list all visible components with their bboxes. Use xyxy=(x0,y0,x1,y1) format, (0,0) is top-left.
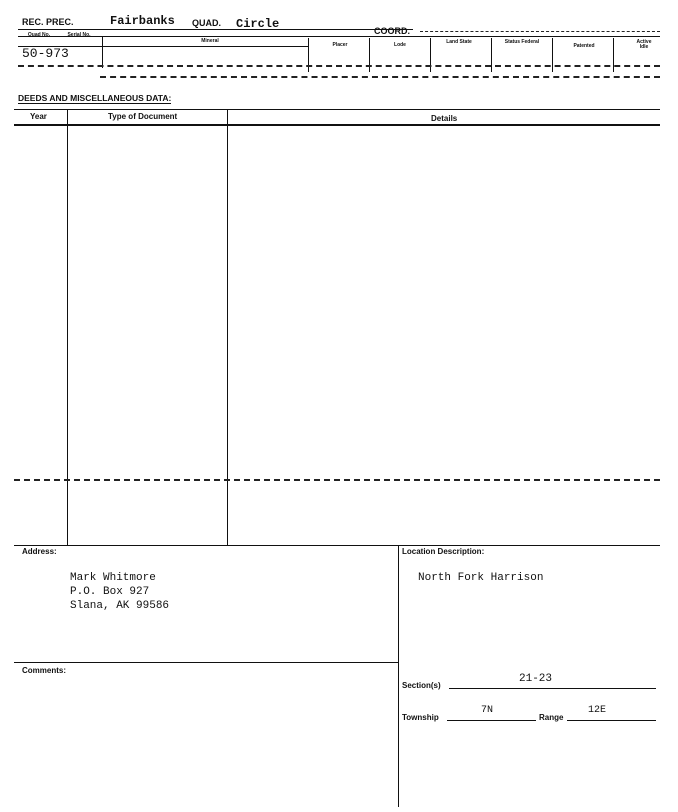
address-top-rule xyxy=(14,545,660,546)
col-quad-no: Quad No. xyxy=(27,32,51,38)
record-dashed-rule-2 xyxy=(100,76,660,78)
rec-prec-value: Fairbanks xyxy=(110,14,175,28)
address-line-2: P.O. Box 927 xyxy=(70,586,150,598)
township-value: 7N xyxy=(481,705,494,716)
section-label: Section(s) xyxy=(402,681,441,690)
col-patented: Patented xyxy=(573,43,595,49)
col-sep-1 xyxy=(102,36,103,68)
record-dashed-rule-1 xyxy=(18,65,660,67)
col-lode: Lode xyxy=(394,42,406,48)
range-underline xyxy=(567,720,656,721)
coord-label: COORD. xyxy=(374,26,410,36)
deeds-top-rule xyxy=(14,109,660,110)
township-label: Township xyxy=(402,713,439,722)
address-line-1: Mark Whitmore xyxy=(70,572,156,584)
location-label: Location Description: xyxy=(402,547,485,556)
range-value: 12E xyxy=(588,705,607,716)
quad-label: QUAD. xyxy=(192,18,221,28)
comments-top-rule xyxy=(14,662,398,663)
deeds-dashed-rule xyxy=(14,479,660,481)
quad-serial-value: 50-973 xyxy=(22,46,69,61)
quad-value: Circle xyxy=(236,17,280,31)
comments-label: Comments: xyxy=(22,666,67,675)
rec-prec-label: REC. PREC. xyxy=(22,17,74,27)
township-underline xyxy=(447,720,536,721)
deeds-header-rule xyxy=(14,124,660,126)
col-status-federal: Status Federal xyxy=(504,39,540,45)
col-land-state: Land State xyxy=(446,39,472,45)
col-serial-no: Serial No. xyxy=(67,32,91,38)
range-label: Range xyxy=(539,713,564,722)
deeds-col-details: Details xyxy=(431,114,458,123)
location-value: North Fork Harrison xyxy=(418,572,544,584)
address-line-3: Slana, AK 99586 xyxy=(70,600,170,612)
coord-dashed-rule xyxy=(420,31,660,32)
section-value: 21-23 xyxy=(519,673,553,685)
deeds-section-title: DEEDS AND MISCELLANEOUS DATA: xyxy=(18,93,172,103)
address-location-divider xyxy=(398,545,399,807)
header-top-rule xyxy=(18,29,413,30)
col-placer: Placer xyxy=(332,42,348,48)
section-underline xyxy=(449,688,656,689)
deeds-col-type: Type of Document xyxy=(108,112,178,121)
columns-top-rule xyxy=(18,36,660,37)
col-mineral: Mineral xyxy=(201,38,219,44)
deeds-col-year: Year xyxy=(30,112,47,121)
address-label: Address: xyxy=(22,547,57,556)
col-active-idle: Active Idle xyxy=(636,39,652,50)
